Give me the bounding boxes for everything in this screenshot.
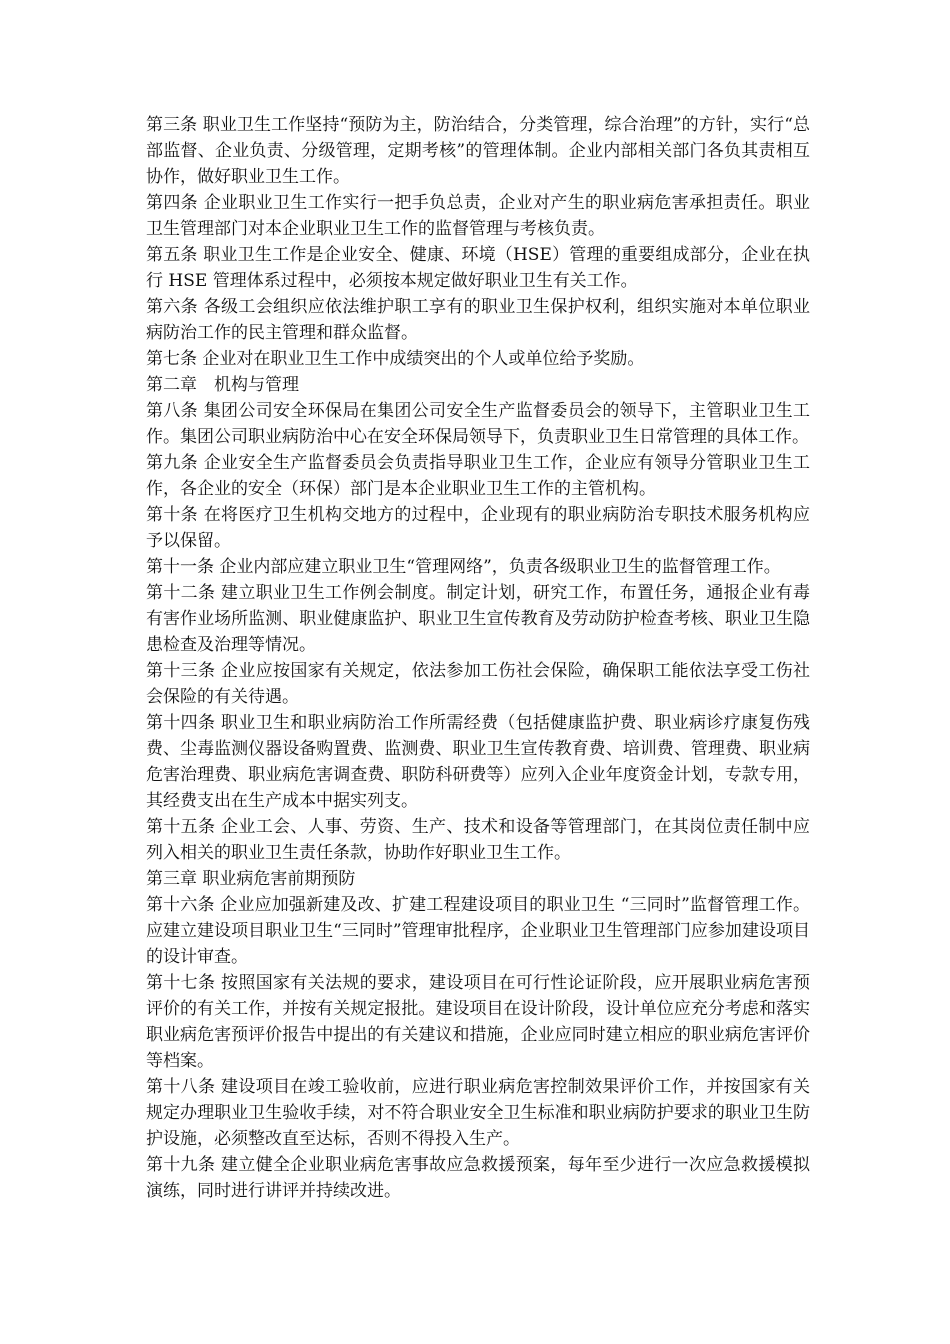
article-13: 第十三条 企业应按国家有关规定，依法参加工伤社会保险，确保职工能依法享受工伤社会保险的有关待遇。 xyxy=(146,661,810,707)
article-9: 第九条 企业安全生产监督委员会负责指导职业卫生工作，企业应有领导分管职业卫生工作，各企业的安全（环保）部门是本企业职业卫生工作的主管机构。 xyxy=(146,453,810,499)
chapter-2-heading: 第二章 机构与管理 xyxy=(146,375,299,395)
article-6: 第六条 各级工会组织应依法维护职工享有的职业卫生保护权利，组织实施对本单位职业病防治工作的民主管理和群众监督。 xyxy=(146,297,810,343)
article-15: 第十五条 企业工会、人事、劳资、生产、技术和设备等管理部门，在其岗位责任制中应列入相关的职业卫生责任条款，协助作好职业卫生工作。 xyxy=(146,817,810,863)
article-4: 第四条 企业职业卫生工作实行一把手负总责，企业对产生的职业病危害承担责任。职业卫生管理部门对本企业职业卫生工作的监督管理与考核负责。 xyxy=(146,193,810,239)
article-5: 第五条 职业卫生工作是企业安全、健康、环境（HSE）管理的重要组成部分，企业在执行 HSE 管理体系过程中，必须按本规定做好职业卫生有关工作。 xyxy=(146,245,810,291)
document-body xyxy=(146,112,810,1204)
article-7: 第七条 企业对在职业卫生工作中成绩突出的个人或单位给予奖励。 xyxy=(146,349,645,369)
article-12: 第十二条 建立职业卫生工作例会制度。制定计划，研究工作，布置任务，通报企业有毒有害作业场所监测、职业健康监护、职业卫生宣传教育及劳动防护检查考核、职业卫生隐患检查及治理等情况。 xyxy=(146,583,810,655)
article-14: 第十四条 职业卫生和职业病防治工作所需经费（包括健康监护费、职业病诊疗康复伤残费、尘毒监测仪器设备购置费、监测费、职业卫生宣传教育费、培训费、管理费、职业病危害治理费、职业病危害调查费、职防科研费等）应列入企业年度资金计划，专款专用，其经费支出在生产成本中据实列支。 xyxy=(146,713,810,811)
chapter-3-heading: 第三章 职业病危害前期预防 xyxy=(146,869,356,889)
article-10: 第十条 在将医疗卫生机构交地方的过程中，企业现有的职业病防治专职技术服务机构应予以保留。 xyxy=(146,505,810,551)
article-18: 第十八条 建设项目在竣工验收前，应进行职业病危害控制效果评价工作，并按国家有关规定办理职业卫生验收手续，对不符合职业安全卫生标准和职业病防护要求的职业卫生防护设施，必须整改直至达标，否则不得投入生产。 xyxy=(146,1077,810,1149)
article-11: 第十一条 企业内部应建立职业卫生“管理网络”，负责各级职业卫生的监督管理工作。 xyxy=(146,557,781,577)
article-17: 第十七条 按照国家有关法规的要求，建设项目在可行性论证阶段，应开展职业病危害预评价的有关工作，并按有关规定报批。建设项目在设计阶段，设计单位应充分考虑和落实职业病危害预评价报告中提出的有关建议和措施，企业应同时建立相应的职业病危害评价等档案。 xyxy=(146,973,810,1071)
article-3: 第三条 职业卫生工作坚持“预防为主，防治结合，分类管理，综合治理”的方针，实行“总部监督、企业负责、分级管理，定期考核”的管理体制。企业内部相关部门各负其责相互协作，做好职业卫生工作。 xyxy=(146,115,810,187)
article-19: 第十九条 建立健全企业职业病危害事故应急救援预案，每年至少进行一次应急救援模拟演练，同时进行讲评并持续改进。 xyxy=(146,1155,810,1201)
article-16: 第十六条 企业应加强新建及改、扩建工程建设项目的职业卫生 “三同时”监督管理工作。应建立建设项目职业卫生“三同时”管理审批程序，企业职业卫生管理部门应参加建设项目的设计审查。 xyxy=(146,895,810,967)
article-8: 第八条 集团公司安全环保局在集团公司安全生产监督委员会的领导下，主管职业卫生工作。集团公司职业病防治中心在安全环保局领导下，负责职业卫生日常管理的具体工作。 xyxy=(146,401,810,447)
